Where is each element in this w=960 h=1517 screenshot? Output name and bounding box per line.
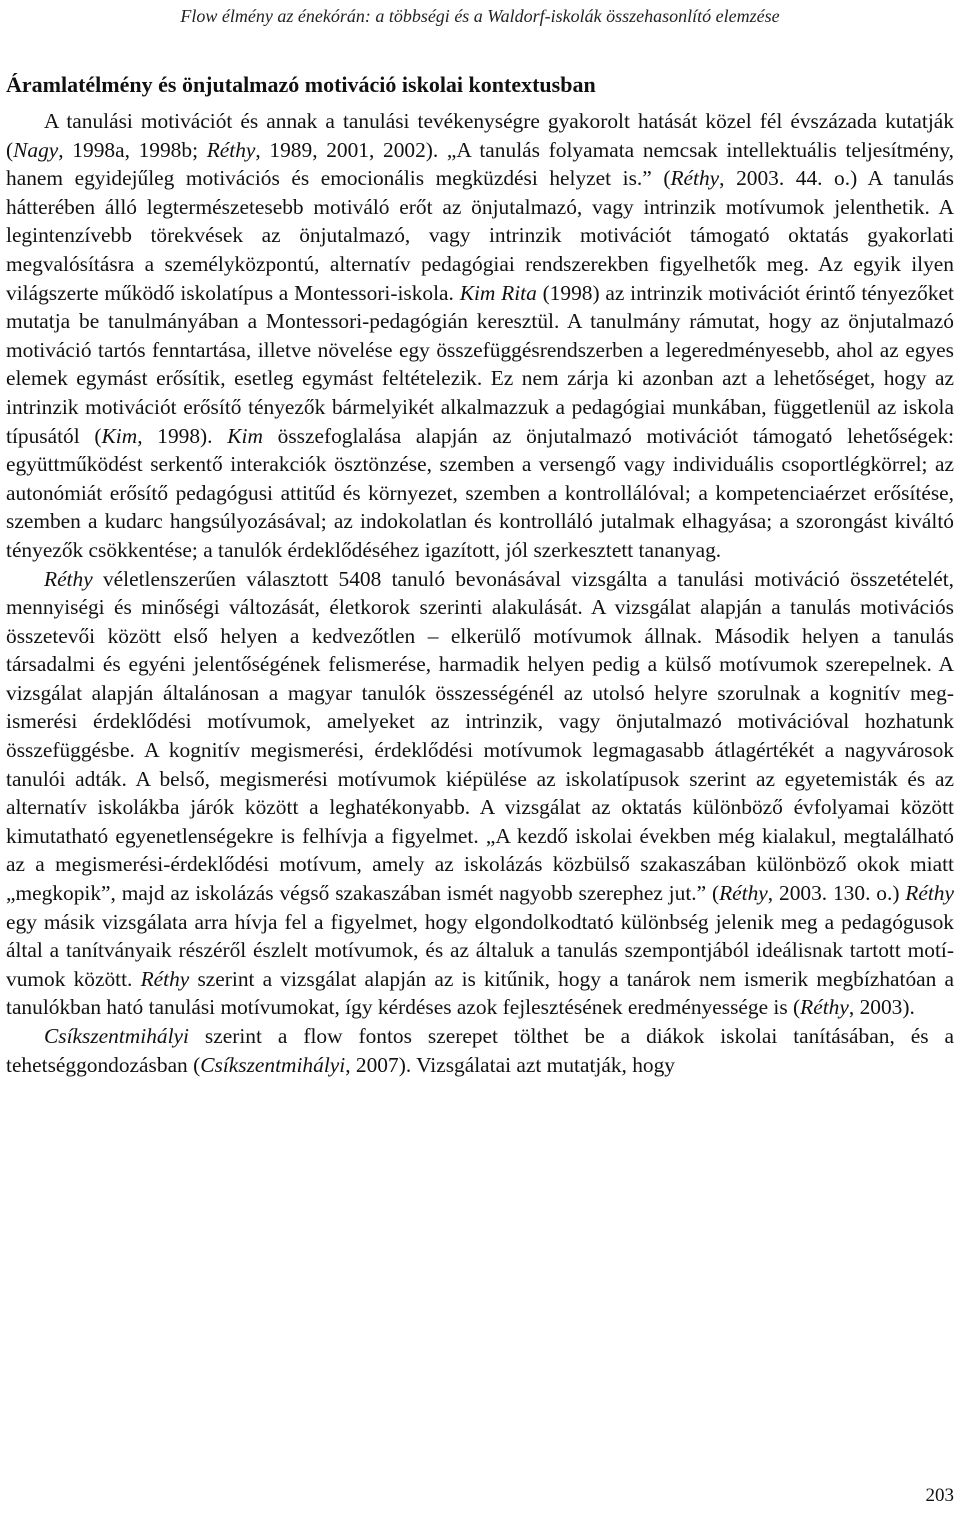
page-number: 203 <box>925 1485 954 1506</box>
section-title: Áramlatélmény és önjutalmazó motiváció iskolai kontextusban <box>6 72 596 97</box>
text-run: , 2007). Vizsgálatai azt mutatják, hogy <box>345 1052 676 1077</box>
italic-run: Csíkszentmihályi <box>44 1024 189 1048</box>
text-run: szerint a vizsgálat alapján az is kitűnik, hogy a tanárok nem ismerik megbízhatóan a tanulókban ható tanulási motívumokat, így kérdéses azok fejlesztésének eredményessége is ( <box>6 966 954 1020</box>
text-run: , 1998). <box>137 423 228 448</box>
italic-run: Kim <box>101 423 138 448</box>
italic-run: Kim Rita <box>459 280 537 305</box>
italic-run: Nagy <box>13 137 59 162</box>
italic-run: Réthy <box>44 566 93 591</box>
text-run: (1998) az intrinzik motivációt érintő tényezőket mutatja be tanulmányában a Montessori-pedagógián keresztül. A tanulmány rámutat, hogy az önjutalmazó motiváció tartós fenntartása, illetve növelése egy összefüggésrendszerben a legeredményesebb, ahol az egyes elemek egymást erősítik, esetleg egymást feltételezik. Ez nem zárja ki azonban azt a lehetőséget, hogy az intrinzik motivációt erősítő tényezők bármelyikét alkalmazzuk a pedagógiai munkában, függetlenül az iskola típusától ( <box>6 280 954 448</box>
italic-run: Réthy <box>670 166 720 191</box>
italic-run: Réthy <box>719 881 768 906</box>
italic-run: Réthy <box>800 995 849 1020</box>
paragraph-3 <box>6 1022 954 1079</box>
italic-run: Kim <box>227 423 263 448</box>
text-run: összefoglalása alapján az önjutalmazó motivációt támogató lehetőségek: együttműködést serkentő interakciók ösztönzése, szemben a versengő vagy individuális csoportlégkörrel; az autonómiát erősítő pedagógusi attitűd és környezet, szemben a kontrollálóval; a kompetenciaérzet erősítése, szemben a kudarc hangsúlyozásával; az indokolatlan és kontrolláló jutalmak elhagyása; a szorongást kiváltó tényezők csökkentése; a tanulók érdeklődéséhez igazított, jól szerkesztett tananyag. <box>6 423 954 562</box>
text-run: , 2003. 44. o.) A tanulás hátterében álló legtermészetesebb motiváló erőt az önjutalmazó, vagy intrinzik motívumok jelenthetik. A legintenzívebb törekvések az önjutalmazó, vagy intrinzik motivációt támogató oktatás gyakorlati megvalósításra a személyközpontú, alternatív pedagógiai rendszerekben figyelhetők meg. Az egyik ilyen világszerte működő iskolatípus a Montessori-iskola. <box>6 166 955 305</box>
running-header: Flow élmény az énekórán: a többségi és a Waldorf-iskolák összehasonlító elemzése <box>180 6 780 26</box>
paragraph-1 <box>6 107 954 565</box>
paragraph-2 <box>6 565 954 1023</box>
text-run: , 1998a, 1998b; <box>58 137 207 162</box>
text-run: egy másik vizsgálata arra hívja fel a figyelmet, hogy elgondolkodtató különbség jelenik meg a pedagógusok által a tanítványaik részéről észlelt motívumok, és az általuk a tanulás szempontjából ideálisnak tartott motívumok között. <box>6 909 954 991</box>
italic-run: Réthy <box>140 966 190 991</box>
text-run: , 2003. 130. o.) <box>767 881 906 906</box>
text-run: , 2003). <box>848 995 915 1020</box>
body-text <box>6 107 954 1079</box>
italic-run: Csíkszentmihályi <box>200 1052 346 1077</box>
italic-run: Réthy <box>905 881 954 906</box>
text-run: szerint a flow fontos szerepet tölthet be a diákok iskolai tanításában, és a tehetséggondozásban ( <box>6 1024 954 1077</box>
text-run: , 1989, 2001, 2002). „A tanulás folyamata nemcsak intellektuális teljesítmény, hanem egyidejűleg motivációs és emocionális megküzdési helyzet is.” ( <box>6 137 954 191</box>
text-run: A tanulási motivációt és annak a tanulási tevékenységre gyakorolt hatását közel fél évszázada kutatják ( <box>6 109 954 162</box>
text-run: véletlenszerűen választott 5408 tanuló bevonásával vizsgálta a tanulási motiváció összetételét, mennyiségi és minőségi változását, életkorok szerinti alakulását. A vizsgálat alapján a tanulás motivációs összetevői között első helyen a kedvezőtlen – elkerülő motívumok állnak. Második helyen a tanulás társadalmi és egyéni jelentőségének felismerése, harmadik helyen pedig a külső motívumok szerepelnek. A vizsgálat alapján általánosan a magyar tanulók összességénél az utolsó helyre szorulnak a kognitív megismerési érdeklődési motívumok, amelyeket az intrinzik, vagy önjutalmazó motivációval hozhatunk összefüggésbe. A kognitív megismerési, érdeklődési motívumok legmagasabb átlagértékét a nagyvárosok tanulói adták. A belső, megismerési motívumok kiépülése az iskolatípusok szerint az egyetemisták és az alternatív iskolákba járók között a leghatékonyabb. A vizsgálat az oktatás különböző évfolyamai között kimutatható egyenetlenségekre is felhívja a figyelmet. „A kezdő iskolai években még kialakul, megtalálható az a megismerési-érdeklődési motívum, amely az iskolázás közbülső szakaszában különböző okok miatt „megkopik”, majd az iskolázás végső szakaszában ismét nagyobb szerephez jut.” ( <box>6 566 954 906</box>
italic-run: Réthy <box>206 137 256 162</box>
